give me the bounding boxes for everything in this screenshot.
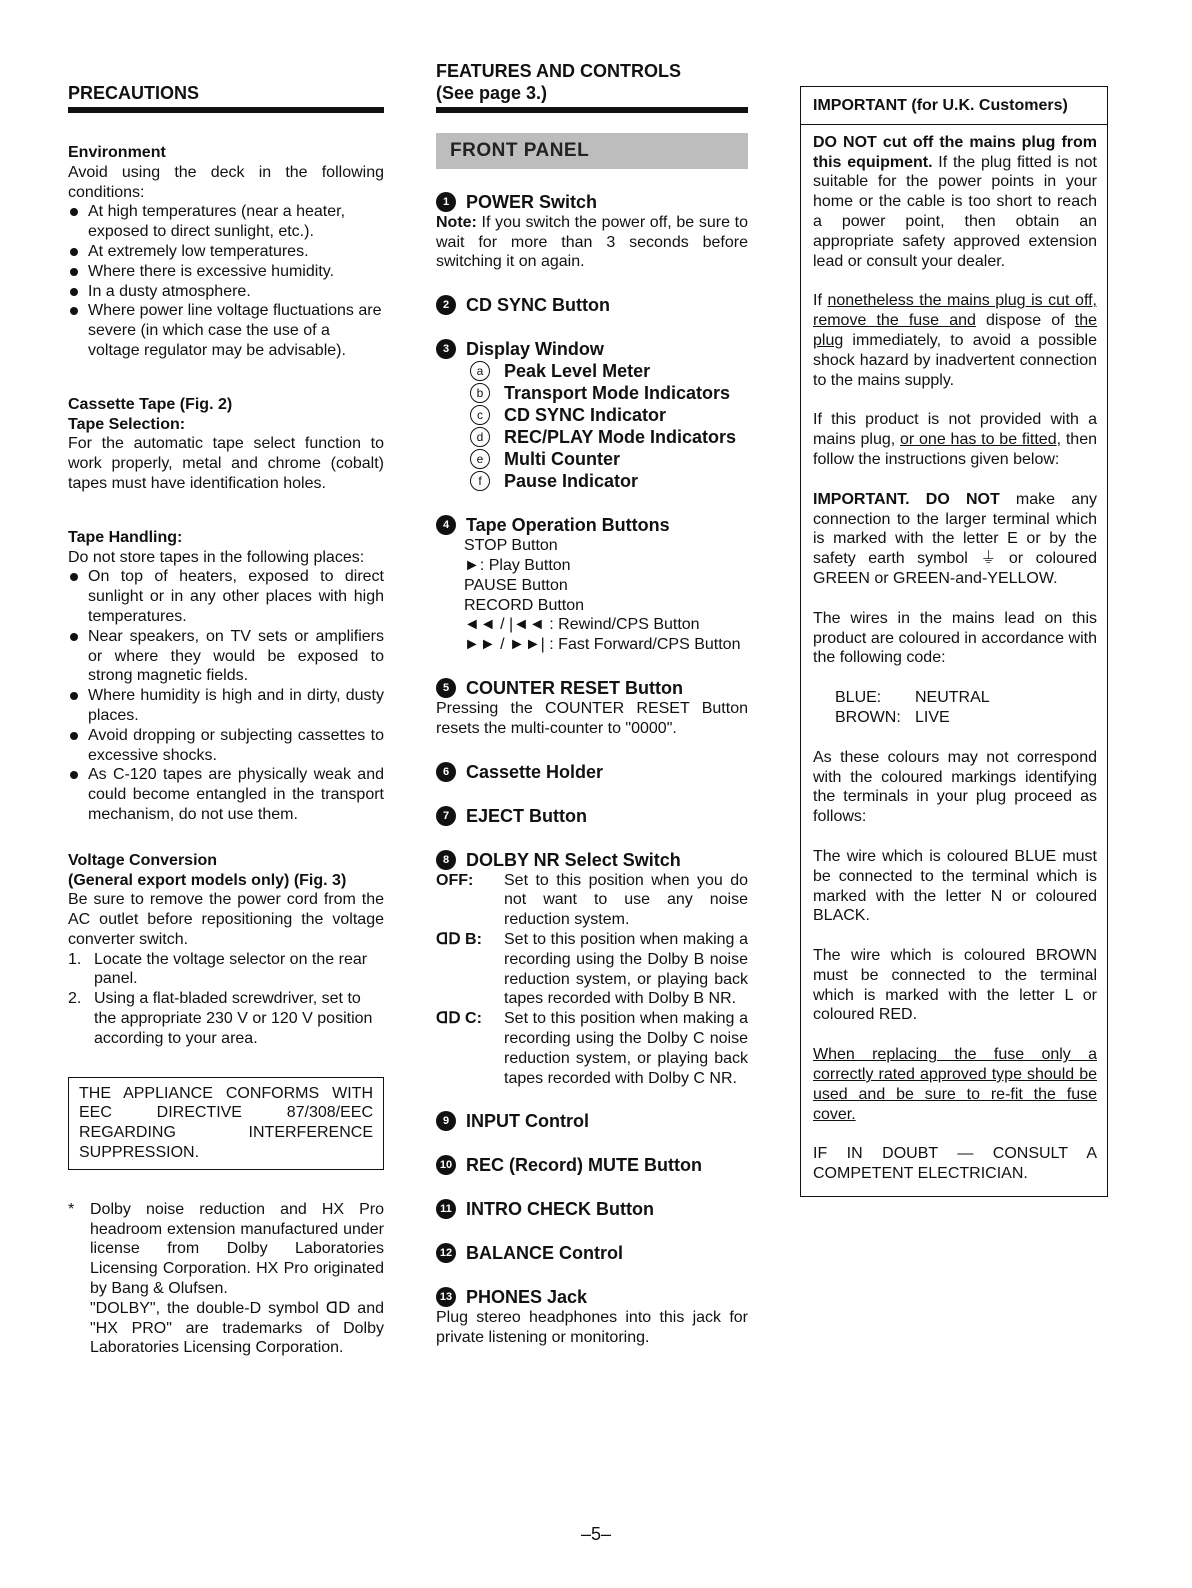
item-title: POWER Switch — [466, 191, 598, 212]
handling-section — [68, 528, 384, 825]
colour-code — [813, 688, 1097, 728]
features-column — [436, 60, 748, 1370]
letter-badge: c — [470, 405, 490, 425]
item-title: REC (Record) MUTE Button — [466, 1155, 702, 1176]
option-text: Set to this position when making a recording using the Dolby C noise reduction system, or playing back tapes recorded with Dolby C NR. — [504, 1010, 748, 1087]
number-badge: 10 — [436, 1155, 456, 1175]
button-line: STOP Button — [464, 537, 558, 555]
heading-rule — [436, 107, 748, 113]
sub-item — [464, 382, 748, 404]
text: If — [813, 292, 828, 310]
text: then follow the instructions given below: — [813, 431, 1097, 468]
list-item: Near speakers, on TV sets or amplifiers or where they would be exposed to strong magnetic fields. — [68, 627, 384, 686]
eec-notice-box: THE APPLIANCE CONFORMS WITH EEC DIRECTIVE 87/308/EEC REGARDING INTERFERENCE SUPPRESSION. — [68, 1077, 384, 1170]
environment-list — [68, 202, 384, 360]
item-title: BALANCE Control — [466, 1243, 623, 1264]
list-item: On top of heaters, exposed to direct sunlight or in any other places with high temperatures. — [68, 567, 384, 626]
tape-selection-title: Tape Selection: — [68, 415, 186, 433]
option-text: Set to this position when you do not want to use any noise reduction system. — [504, 871, 748, 929]
environment-title: Environment — [68, 144, 166, 161]
list-item: Where humidity is high and in dirty, dusty places. — [68, 686, 384, 726]
precautions-column — [68, 82, 384, 1358]
sub-item-title: Transport Mode Indicators — [504, 383, 731, 404]
letter-badge: e — [470, 449, 490, 469]
sub-item-title: Pause Indicator — [504, 471, 639, 492]
number-badge: 11 — [436, 1199, 456, 1219]
item-input — [436, 1110, 748, 1132]
heading-rule — [68, 107, 384, 113]
letter-badge: b — [470, 383, 490, 403]
item-display-window — [436, 338, 748, 492]
warning-bold: DO NOT cut off the mains plug from this equipment. — [813, 133, 1097, 171]
button-line: ►: Play Button — [464, 556, 571, 574]
paragraph: As these colours may not correspond with the coloured markings identifying the terminals in your plug proceed as follows: — [813, 748, 1097, 826]
item-title: DOLBY NR Select Switch — [466, 849, 681, 870]
item-title: Display Window — [466, 339, 604, 360]
number-badge: 8 — [436, 850, 456, 870]
cassette-title: Cassette Tape (Fig. 2) — [68, 395, 233, 413]
item-title: INPUT Control — [466, 1111, 589, 1132]
code-colour: BLUE: — [835, 689, 882, 707]
text: dispose of — [975, 312, 1075, 330]
item-rec-mute — [436, 1154, 748, 1176]
number-badge: 1 — [436, 192, 456, 212]
page-number: –5– — [580, 1524, 612, 1544]
sub-item-title: REC/PLAY Mode Indicators — [504, 427, 737, 448]
asterisk: * — [68, 1200, 75, 1218]
item-title: EJECT Button — [466, 805, 587, 826]
item-counter-reset — [436, 677, 748, 739]
voltage-subtitle: (General export models only) (Fig. 3) — [68, 871, 347, 889]
list-item: At extremely low temperatures. — [68, 242, 384, 262]
letter-badge: a — [470, 361, 490, 381]
button-line: PAUSE Button — [464, 576, 568, 594]
step-number: 2. — [68, 990, 82, 1008]
button-line: ◄◄ / |◄◄ : Rewind/CPS Button — [464, 616, 700, 634]
list-item: As C-120 tapes are physically weak and could become entangled in the transport mechanism, do not use them. — [68, 765, 384, 824]
underlined-text: nonetheless the mains plug is cut off, remove the fuse and — [813, 292, 1097, 330]
item-text: Plug stereo headphones into this jack for private listening or monitoring. — [436, 1309, 748, 1347]
paragraph: The wire which is coloured BLUE must be connected to the terminal which is marked with the letter N or coloured BLACK. — [813, 847, 1097, 925]
text: immediately, to avoid a possible shock hazard by inadvertent connection to the mains supply. — [813, 331, 1097, 389]
list-item: Where power line voltage fluctuations are severe (in which case the use of a voltage regulator may be advisable). — [68, 301, 384, 360]
handling-list — [68, 567, 384, 824]
sub-item — [464, 360, 748, 382]
item-dolby-nr — [436, 849, 748, 1089]
environment-intro: Avoid using the deck in the following conditions: — [68, 163, 384, 201]
number-badge: 12 — [436, 1243, 456, 1263]
list-item: In a dusty atmosphere. — [68, 282, 384, 302]
option-row — [436, 1009, 748, 1088]
number-badge: 7 — [436, 806, 456, 826]
number-badge: 4 — [436, 515, 456, 535]
item-title: INTRO CHECK Button — [466, 1199, 654, 1220]
code-colour: BROWN: — [835, 708, 901, 726]
dolby-trademark-note — [68, 1200, 384, 1358]
button-line: ►► / ►►| : Fast Forward/CPS Button — [464, 636, 741, 654]
list-item — [68, 950, 384, 990]
item-balance — [436, 1242, 748, 1264]
sub-item-title: Peak Level Meter — [504, 361, 651, 382]
warning-bold: IMPORTANT. DO NOT — [813, 490, 1000, 508]
important-box — [800, 86, 1108, 1197]
button-line: RECORD Button — [464, 596, 585, 614]
tape-selection-text: For the automatic tape select function to work properly, metal and chrome (cobalt) tapes must have identification holes. — [68, 435, 384, 492]
paragraph — [813, 410, 1097, 469]
underlined-text: or one has to be fitted, — [900, 431, 1062, 449]
list-item: Avoid dropping or subjecting cassettes to excessive shocks. — [68, 726, 384, 766]
voltage-section — [68, 851, 384, 1049]
paragraph: The wire which is coloured BROWN must be connected to the terminal which is marked with the letter L or coloured RED. — [813, 947, 1097, 1024]
cassette-section — [68, 395, 384, 494]
number-badge: 6 — [436, 762, 456, 782]
features-subheading: (See page 3.) — [436, 83, 548, 103]
list-item — [68, 989, 384, 1048]
paragraph: The wires in the mains lead on this product are coloured in accordance with the following code: — [813, 609, 1097, 667]
colour-code-row — [835, 688, 1097, 708]
item-title: Tape Operation Buttons — [466, 515, 670, 536]
letter-badge: d — [470, 427, 490, 447]
list-item: Where there is excessive humidity. — [68, 262, 384, 282]
item-phones — [436, 1286, 748, 1348]
option-text: Set to this position when making a recording using the Dolby B noise reduction system, or playing back tapes recorded with Dolby B NR. — [504, 930, 748, 1008]
option-key: ᗡᗞ C: — [436, 1010, 482, 1028]
letter-badge: f — [470, 471, 490, 491]
code-meaning: LIVE — [915, 708, 950, 726]
step-number: 1. — [68, 950, 82, 968]
item-cassette-holder — [436, 761, 748, 783]
dolby-note-text: Dolby noise reduction and HX Pro headroom extension manufactured under license from Dolby Laboratories Licensing Corporation. HX Pro originated by Bang & Olufsen. — [90, 1200, 384, 1298]
step-text: Using a flat-bladed screwdriver, set to the appropriate 230 V or 120 V position according to your area. — [94, 990, 373, 1047]
number-badge: 3 — [436, 339, 456, 359]
option-row — [436, 930, 748, 1009]
handling-intro: Do not store tapes in the following places: — [68, 548, 365, 566]
important-heading: IMPORTANT (for U.K. Customers) — [801, 87, 1107, 125]
sub-item-title: CD SYNC Indicator — [504, 405, 667, 426]
sub-item-title: Multi Counter — [504, 449, 620, 470]
features-heading: FEATURES AND CONTROLS — [436, 61, 681, 81]
option-key: OFF: — [436, 871, 474, 889]
list-item: At high temperatures (near a heater, exposed to direct sunlight, etc.). — [68, 202, 384, 242]
text: If this product is not provided with a mains plug, — [813, 411, 1097, 449]
sub-item — [464, 470, 748, 492]
handling-title: Tape Handling: — [68, 528, 183, 546]
step-text: Locate the voltage selector on the rear panel. — [94, 950, 368, 988]
voltage-steps — [68, 950, 384, 1049]
environment-section — [68, 143, 384, 361]
number-badge: 13 — [436, 1287, 456, 1307]
item-intro-check — [436, 1198, 748, 1220]
option-row — [436, 871, 748, 930]
paragraph: When replacing the fuse only a correctly rated approved type should be used and be sure to re-fit the fuse cover. — [813, 1046, 1097, 1123]
sub-item — [464, 448, 748, 470]
item-title: CD SYNC Button — [466, 295, 610, 316]
option-key: ᗡᗞ B: — [436, 930, 482, 948]
item-title: COUNTER RESET Button — [466, 677, 683, 698]
item-title: PHONES Jack — [466, 1287, 588, 1308]
dolby-trademark-text: "DOLBY", the double-D symbol ᗡᗞ and "HX PRO" are trademarks of Dolby Laboratories Licensing Corporation. — [90, 1299, 384, 1357]
item-title: Cassette Holder — [466, 761, 604, 782]
item-power — [436, 191, 748, 272]
paragraph: If the plug fitted is not suitable for the power points in your home or the cable is too short to reach a power point, then obtain an appropriate safety approved extension lead or consult your dealer. — [813, 153, 1097, 270]
voltage-intro: Be sure to remove the power cord from the AC outlet before repositioning the voltage converter switch. — [68, 891, 384, 948]
note-label: Note: — [436, 213, 477, 231]
underlined-text: the plug — [813, 312, 1097, 349]
paragraph: IF IN DOUBT — CONSULT A COMPETENT ELECTRICIAN. — [813, 1145, 1097, 1183]
number-badge: 9 — [436, 1111, 456, 1131]
front-panel-banner: FRONT PANEL — [436, 133, 748, 169]
colour-code-row — [835, 708, 1097, 728]
voltage-title: Voltage Conversion — [68, 851, 218, 869]
item-text: Pressing the COUNTER RESET Button resets the multi-counter to "0000". — [436, 699, 748, 737]
code-meaning: NEUTRAL — [915, 689, 990, 707]
note-text: If you switch the power off, be sure to wait for more than 3 seconds before switching it on again. — [436, 213, 748, 271]
item-eject — [436, 805, 748, 827]
paragraph — [813, 291, 1097, 390]
number-badge: 5 — [436, 678, 456, 698]
item-tape-operation — [436, 514, 748, 655]
paragraph: make any connection to the larger terminal which is marked with the letter E or by the safety earth symbol ⏚ or coloured GREEN or GREEN-and-YELLOW. — [813, 490, 1097, 587]
precautions-heading: PRECAUTIONS — [68, 83, 200, 103]
item-cd-sync — [436, 294, 748, 316]
sub-item — [464, 426, 748, 448]
important-column — [800, 86, 1108, 1197]
sub-item — [464, 404, 748, 426]
number-badge: 2 — [436, 295, 456, 315]
